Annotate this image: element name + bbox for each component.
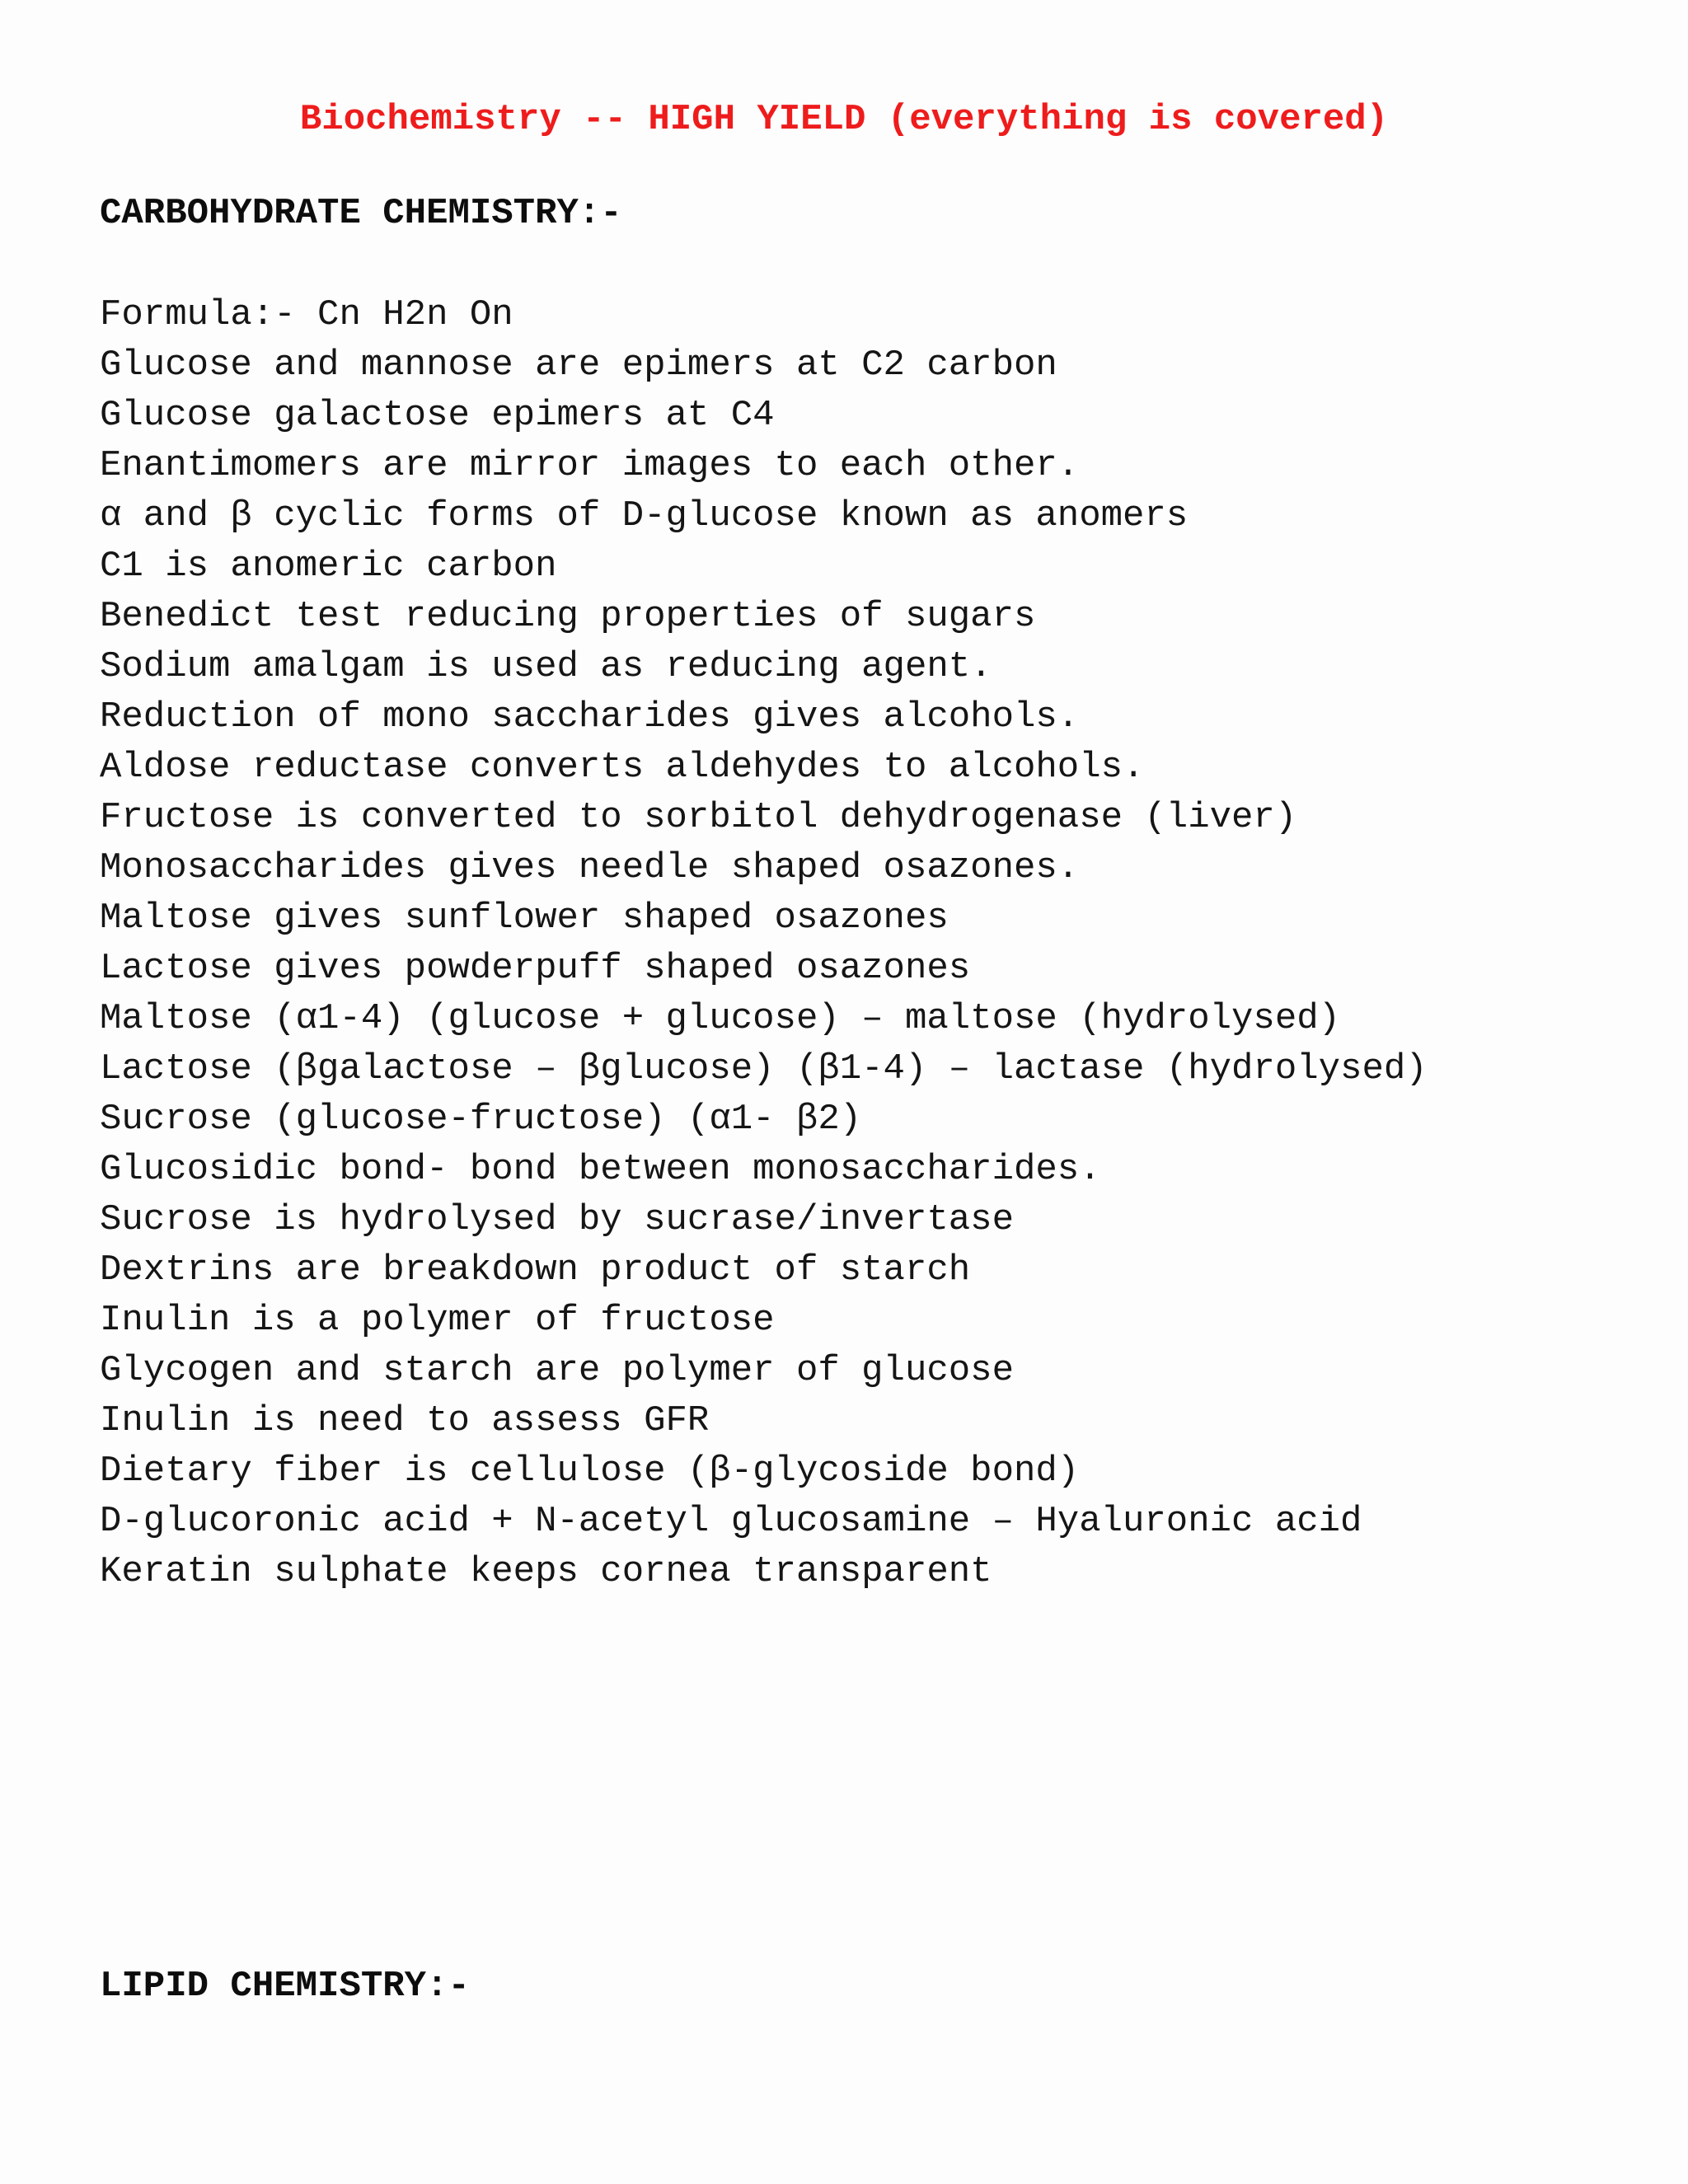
note-line: Maltose gives sunflower shaped osazones bbox=[100, 898, 949, 939]
document-title: Biochemistry -- HIGH YIELD (everything is covered) bbox=[299, 99, 1389, 140]
note-line: Enantimomers are mirror images to each other. bbox=[100, 445, 1080, 486]
note-line: Maltose (α1-4) (glucose + glucose) – maltose (hydrolysed) bbox=[100, 998, 1341, 1039]
note-line: Reduction of mono saccharides gives alcohols. bbox=[100, 696, 1080, 738]
note-line: Inulin is a polymer of fructose bbox=[100, 1300, 775, 1341]
note-line: Sucrose (glucose-fructose) (α1- β2) bbox=[100, 1099, 862, 1140]
carbohydrate-notes-list bbox=[100, 290, 1428, 1597]
note-line: C1 is anomeric carbon bbox=[100, 546, 557, 587]
note-line: D-glucoronic acid + N-acetyl glucosamine – Hyaluronic acid bbox=[100, 1501, 1362, 1542]
note-line: Sodium amalgam is used as reducing agent. bbox=[100, 646, 992, 687]
note-line: Monosaccharides gives needle shaped osazones. bbox=[100, 847, 1080, 888]
note-line: Benedict test reducing properties of sugars bbox=[100, 596, 1036, 637]
note-line: α and β cyclic forms of D-glucose known as anomers bbox=[100, 495, 1189, 537]
note-line: Lactose (βgalactose – βglucose) (β1-4) – lactase (hydrolysed) bbox=[100, 1048, 1428, 1090]
note-line: Glucosidic bond- bond between monosaccharides. bbox=[100, 1149, 1101, 1190]
note-line: Glycogen and starch are polymer of glucose bbox=[100, 1350, 1014, 1391]
note-line: Aldose reductase converts aldehydes to alcohols. bbox=[100, 747, 1145, 788]
note-line: Fructose is converted to sorbitol dehydrogenase (liver) bbox=[100, 797, 1297, 838]
note-line: Sucrose is hydrolysed by sucrase/invertase bbox=[100, 1199, 1014, 1240]
note-line: Glucose galactose epimers at C4 bbox=[100, 395, 775, 436]
note-line: Lactose gives powderpuff shaped osazones bbox=[100, 948, 971, 989]
note-line: Inulin is need to assess GFR bbox=[100, 1400, 710, 1441]
note-line: Keratin sulphate keeps cornea transparent bbox=[100, 1551, 992, 1592]
note-line: Dietary fiber is cellulose (β-glycoside bond) bbox=[100, 1451, 1080, 1492]
section-heading-lipid: LIPID CHEMISTRY:- bbox=[100, 1966, 470, 2007]
section-heading-carbohydrate: CARBOHYDRATE CHEMISTRY:- bbox=[100, 193, 622, 234]
note-line: Dextrins are breakdown product of starch bbox=[100, 1249, 971, 1291]
note-line: Formula:- Cn H2n On bbox=[100, 294, 513, 335]
note-line: Glucose and mannose are epimers at C2 carbon bbox=[100, 344, 1057, 386]
